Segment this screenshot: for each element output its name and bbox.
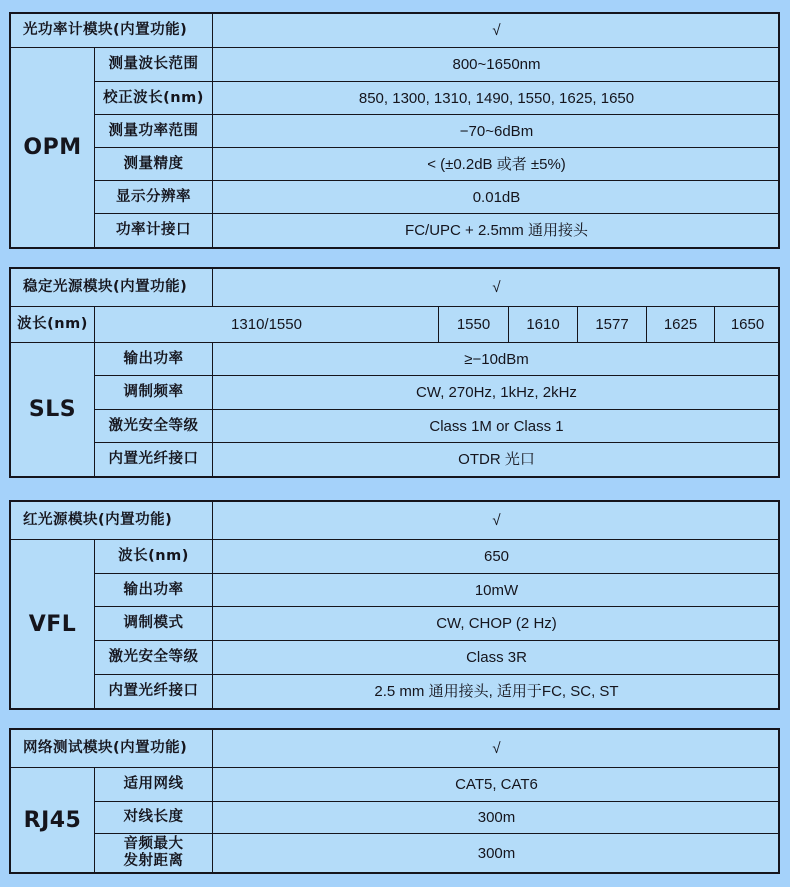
sls-header-value: √ (213, 269, 780, 307)
vfl-row-label: 波长(nm) (95, 540, 213, 574)
vfl-row-value: 650 (213, 540, 780, 574)
sls-wavelength-cell: 1577 (578, 307, 647, 343)
opm-row-label: 校正波长(nm) (95, 82, 213, 115)
vfl-row-value: CW, CHOP (2 Hz) (213, 607, 780, 641)
opm-header-value: √ (213, 14, 780, 48)
sls-wavelength-cell: 1625 (647, 307, 715, 343)
sls-row-value: Class 1M or Class 1 (213, 410, 780, 443)
vfl-row-label: 激光安全等级 (95, 641, 213, 675)
sls-wavelength-cell: 1650 (715, 307, 780, 343)
sls-row-label: 输出功率 (95, 343, 213, 376)
opm-row-value: FC/UPC + 2.5mm 通用接头 (405, 222, 588, 239)
opm-row-value: < (±0.2dB 或者 ±5%) (213, 148, 780, 181)
opm-row-label: 测量波长范围 (95, 48, 213, 82)
vfl-header-value: √ (213, 502, 780, 540)
opm-row-label: 功率计接口 (95, 214, 213, 247)
rj45-row-value: 300m (477, 844, 516, 862)
vfl-row-value: 2.5 mm 通用接头, 适用于FC, SC, ST (374, 683, 619, 700)
opm-row-label: 显示分辨率 (95, 181, 213, 214)
opm-row-label: 测量功率范围 (95, 115, 213, 148)
opm-row-value: 850, 1300, 1310, 1490, 1550, 1625, 1650 (213, 82, 780, 115)
rj45-section (9, 728, 780, 874)
sls-row-value: ≥−10dBm (213, 343, 780, 376)
rj45-header-label: 网络测试模块(内置功能) (11, 730, 213, 768)
vfl-header-label: 红光源模块(内置功能) (11, 502, 213, 540)
sls-wavelength-cell: 1550 (439, 307, 509, 343)
sls-module-name: SLS (11, 343, 95, 476)
sls-row-value: CW, 270Hz, 1kHz, 2kHz (213, 376, 780, 410)
rj45-header-value: √ (213, 730, 780, 768)
opm-row-value: 800~1650nm (213, 48, 780, 82)
rj45-row-label: 适用网线 (95, 768, 213, 802)
opm-row-label: 测量精度 (95, 148, 213, 181)
rj45-row-label: 音频最大 发射距离 (95, 834, 213, 872)
rj45-row-value: 300m (213, 802, 780, 834)
sls-wavelength-label: 波长(nm) (11, 307, 95, 343)
sls-row-value: OTDR 光口 (458, 451, 535, 468)
rj45-row-value: CAT5, CAT6 (213, 768, 780, 802)
rj45-module-name: RJ45 (11, 768, 95, 872)
opm-row-value: 0.01dB (213, 181, 780, 214)
sls-section (9, 267, 780, 478)
sls-wavelength-cell: 1310/1550 (95, 307, 439, 343)
vfl-row-value: Class 3R (213, 641, 780, 675)
sls-row-label: 内置光纤接口 (95, 443, 213, 476)
vfl-module-name: VFL (11, 540, 95, 708)
vfl-row-value: 10mW (213, 574, 780, 607)
opm-module-name: OPM (11, 48, 95, 247)
sls-wavelength-cell: 1610 (509, 307, 578, 343)
opm-row-value: −70~6dBm (213, 115, 780, 148)
opm-header-label: 光功率计模块(内置功能) (11, 14, 213, 48)
vfl-row-label: 输出功率 (95, 574, 213, 607)
vfl-section (9, 500, 780, 710)
vfl-row-label: 内置光纤接口 (95, 675, 213, 708)
sls-row-label: 调制频率 (95, 376, 213, 410)
opm-section (9, 12, 780, 249)
rj45-row-label: 对线长度 (95, 802, 213, 834)
sls-header-label: 稳定光源模块(内置功能) (11, 269, 213, 307)
vfl-row-label: 调制模式 (95, 607, 213, 641)
sls-row-label: 激光安全等级 (95, 410, 213, 443)
